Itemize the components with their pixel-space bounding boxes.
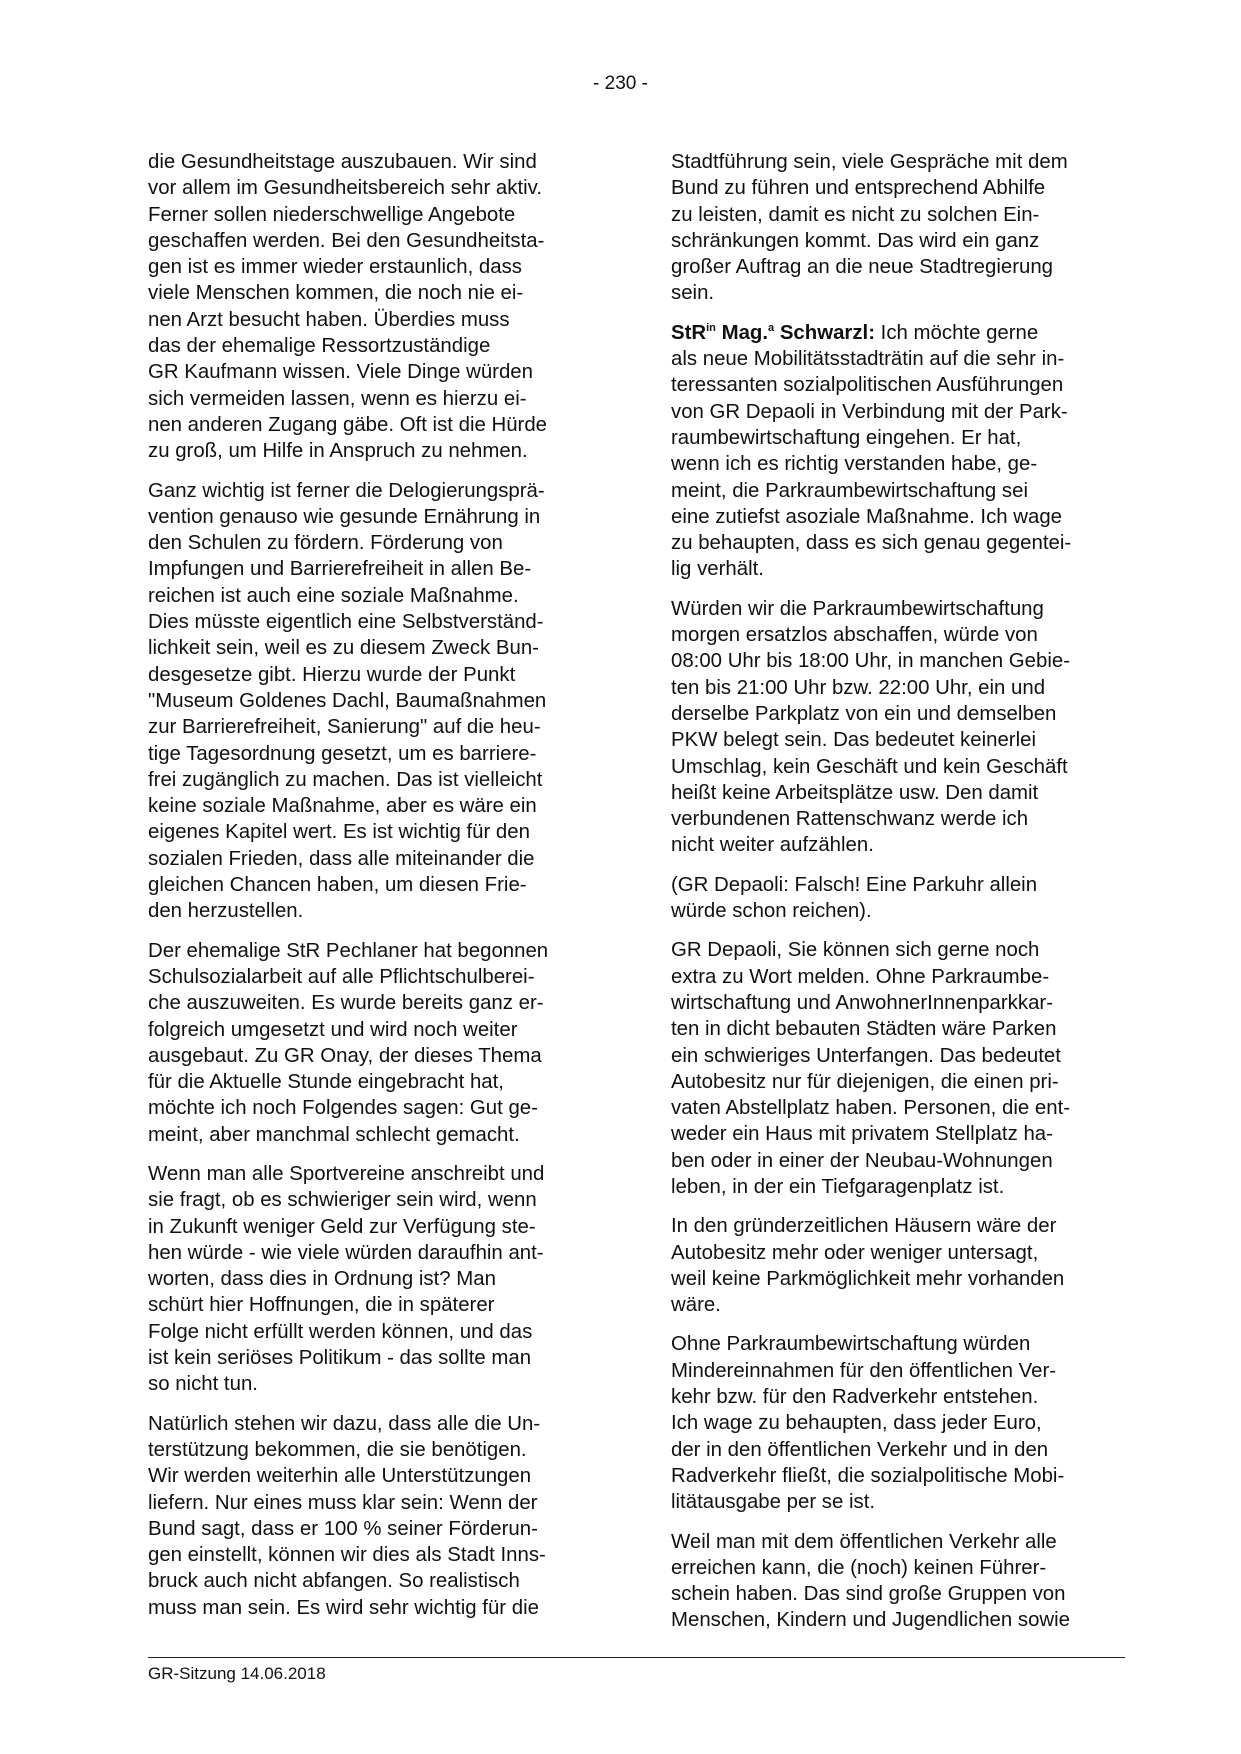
text-line: derselbe Parkplatz von ein und demselben xyxy=(671,702,1057,725)
text-line: zu behaupten, dass es sich genau gegentei- xyxy=(671,532,1072,555)
text-line: muss man sein. Es wird sehr wichtig für die xyxy=(148,1596,539,1619)
text-line: vaten Abstellplatz haben. Personen, die ent- xyxy=(671,1097,1071,1120)
text-line: terstützung bekommen, die sie benötigen. xyxy=(148,1438,527,1461)
text-line: sich vermeiden lassen, wenn es hierzu ei- xyxy=(148,387,527,410)
text-line: vention genauso wie gesunde Ernährung in xyxy=(148,505,541,528)
text-line: gen einstellt, können wir dies als Stadt Inns- xyxy=(148,1544,546,1567)
speaker-name xyxy=(671,322,875,344)
text-line: ausgebaut. Zu GR Onay, der dieses Thema xyxy=(148,1044,542,1067)
text-line: ist kein seriöses Politikum - das sollte man xyxy=(148,1347,532,1370)
text-line: teressanten sozialpolitischen Ausführungen xyxy=(671,374,1064,397)
text-line: ten bis 21:00 Uhr bzw. 22:00 Uhr, ein und xyxy=(671,676,1046,699)
text-line: für die Aktuelle Stunde eingebracht hat, xyxy=(148,1071,504,1094)
text-line: ein schwieriges Unterfangen. Das bedeutet xyxy=(671,1044,1061,1067)
text-line: wirtschaftung und AnwohnerInnenparkkar- xyxy=(671,991,1053,1014)
text-line: sie fragt, ob es schwieriger sein wird, wenn xyxy=(148,1189,537,1212)
text-line: schürt hier Hoffnungen, die in späterer xyxy=(148,1294,495,1317)
text-line: die Gesundheitstage auszubauen. Wir sind xyxy=(148,151,537,173)
text-line: sein. xyxy=(671,282,715,305)
text-line: den herzustellen. xyxy=(148,900,304,923)
text-line: desgesetze gibt. Hierzu wurde der Punkt xyxy=(148,663,516,686)
text-line: Mindereinnahmen für den öffentlichen Ver- xyxy=(671,1359,1057,1382)
text-line: das der ehemalige Ressortzuständige xyxy=(148,335,491,358)
text-line: frei zugänglich zu machen. Das ist vielleicht xyxy=(148,768,543,791)
text-line: hen würde - wie viele würden daraufhin ant- xyxy=(148,1241,544,1264)
text-line: zur Barrierefreiheit, Sanierung" auf die heu- xyxy=(148,716,541,739)
text-line: zu groß, um Hilfe in Anspruch zu nehmen. xyxy=(148,440,528,463)
text-line-content: Ich möchte gerne xyxy=(875,321,1039,344)
text-line: In den gründerzeitlichen Häusern wäre der xyxy=(671,1215,1057,1238)
text-line: kehr bzw. für den Radverkehr entstehen. xyxy=(671,1386,1039,1409)
text-line: GR Depaoli, Sie können sich gerne noch xyxy=(671,939,1040,962)
text-line: vor allem im Gesundheitsbereich sehr aktiv. xyxy=(148,177,543,200)
text-line: ben oder in einer der Neubau-Wohnungen xyxy=(671,1149,1053,1172)
text-line: morgen ersatzlos abschaffen, würde von xyxy=(671,624,1038,647)
speaker-degree: Mag. xyxy=(721,321,769,344)
text-line: (GR Depaoli: Falsch! Eine Parkuhr allein xyxy=(671,873,1038,896)
paragraph xyxy=(148,938,608,1148)
text-line: gen ist es immer wieder erstaunlich, dass xyxy=(148,256,522,279)
right-column xyxy=(671,149,1131,1647)
footer-session-date: GR-Sitzung 14.06.2018 xyxy=(148,1664,326,1683)
text-line: Ferner sollen niederschwellige Angebote xyxy=(148,203,516,226)
text-line: liefern. Nur eines muss klar sein: Wenn der xyxy=(148,1491,538,1514)
text-line: tige Tagesordnung gesetzt, um es barriere- xyxy=(148,742,537,765)
text-line: Bund sagt, dass er 100 % seiner Förderun- xyxy=(148,1517,538,1540)
text-line: in Zukunft weniger Geld zur Verfügung ste- xyxy=(148,1215,536,1238)
paragraph xyxy=(148,149,608,465)
text-line: PKW belegt sein. Das bedeutet keinerlei xyxy=(671,729,1036,752)
text-line: weder ein Haus mit privatem Stellplatz ha- xyxy=(671,1123,1053,1146)
text-line: Ich wage zu behaupten, dass jeder Euro, xyxy=(671,1412,1042,1435)
text-line: Schulsozialarbeit auf alle Pflichtschulberei- xyxy=(148,965,535,988)
text-line: möchte ich noch Folgendes sagen: Gut ge- xyxy=(148,1097,538,1120)
text-line: nen anderen Zugang gäbe. Oft ist die Hürde xyxy=(148,413,548,436)
text-line: folgreich umgesetzt und wird noch weiter xyxy=(148,1018,518,1041)
text-line: heißt keine Arbeitsplätze usw. Den damit xyxy=(671,781,1039,804)
text-line: bruck auch nicht abfangen. So realistisch xyxy=(148,1570,520,1593)
text-line: Menschen, Kindern und Jugendlichen sowie xyxy=(671,1609,1071,1632)
left-column xyxy=(148,149,608,1634)
text-line: würde schon reichen). xyxy=(671,900,872,923)
text-line: wäre. xyxy=(671,1294,721,1317)
speaker-title: StR xyxy=(671,321,707,344)
text-line: lichkeit sein, weil es zu diesem Zweck Bun- xyxy=(148,637,539,660)
speaker-degree-suffix: a xyxy=(768,321,775,334)
paragraph xyxy=(671,1331,1131,1515)
text-line: viele Menschen kommen, die noch nie ei- xyxy=(148,282,524,305)
speaker-title-suffix: in xyxy=(706,321,716,334)
text-line: Folge nicht erfüllt werden können, und das xyxy=(148,1320,533,1343)
text-line: Wir werden weiterhin alle Unterstützungen xyxy=(148,1465,532,1488)
text-line xyxy=(671,320,1131,346)
paragraph xyxy=(671,937,1131,1200)
text-line: Ganz wichtig ist ferner die Delogierungsprä- xyxy=(148,479,545,502)
paragraph xyxy=(148,1411,608,1621)
text-line: GR Kaufmann wissen. Viele Dinge würden xyxy=(148,361,533,384)
paragraph xyxy=(671,149,1131,307)
text-line: eigenes Kapitel wert. Es ist wichtig für den xyxy=(148,821,530,844)
text-line: schränkungen kommt. Das wird ein ganz xyxy=(671,229,1040,252)
text-line: Bund zu führen und entsprechend Abhilfe xyxy=(671,177,1046,200)
text-line: Wenn man alle Sportvereine anschreibt und xyxy=(148,1162,545,1185)
text-line: leben, in der ein Tiefgaragenplatz ist. xyxy=(671,1175,1005,1198)
paragraph xyxy=(148,1161,608,1398)
paragraph xyxy=(671,596,1131,859)
text-line: sozialen Frieden, dass alle miteinander die xyxy=(148,847,535,870)
text-line: reichen ist auch eine soziale Maßnahme. xyxy=(148,584,519,607)
text-line: nicht weiter aufzählen. xyxy=(671,834,874,857)
text-line: Autobesitz mehr oder weniger untersagt, xyxy=(671,1241,1039,1264)
text-line: nen Arzt besucht haben. Überdies muss xyxy=(148,308,510,331)
text-line: meint, aber manchmal schlecht gemacht. xyxy=(148,1123,520,1146)
text-line: wenn ich es richtig verstanden habe, ge- xyxy=(671,453,1038,476)
text-line: che auszuweiten. Es wurde bereits ganz er- xyxy=(148,992,544,1015)
text-line: ten in dicht bebauten Städten wäre Parken xyxy=(671,1018,1057,1041)
text-line: Weil man mit dem öffentlichen Verkehr alle xyxy=(671,1530,1057,1553)
text-line: großer Auftrag an die neue Stadtregierung xyxy=(671,256,1054,279)
paragraph xyxy=(671,872,1131,925)
text-line: Natürlich stehen wir dazu, dass alle die Un- xyxy=(148,1412,541,1435)
text-line: 08:00 Uhr bis 18:00 Uhr, in manchen Gebie- xyxy=(671,650,1070,673)
text-line: Ohne Parkraumbewirtschaftung würden xyxy=(671,1333,1031,1356)
text-line: meint, die Parkraumbewirtschaftung sei xyxy=(671,479,1028,502)
text-line: raumbewirtschaftung eingehen. Er hat, xyxy=(671,426,1022,449)
text-line: gleichen Chancen haben, um diesen Frie- xyxy=(148,874,527,897)
paragraph xyxy=(671,1213,1131,1318)
text-line: lig verhält. xyxy=(671,558,764,581)
paragraph xyxy=(148,478,608,925)
text-line: Umschlag, kein Geschäft und kein Geschäft xyxy=(671,755,1068,778)
text-line: zu leisten, damit es nicht zu solchen Ein- xyxy=(671,203,1040,226)
text-line: Der ehemalige StR Pechlaner hat begonnen xyxy=(148,939,549,962)
text-line: Radverkehr fließt, die sozialpolitische Mobi- xyxy=(671,1464,1065,1487)
text-line: Würden wir die Parkraumbewirtschaftung xyxy=(671,597,1044,620)
text-line: der in den öffentlichen Verkehr und in den xyxy=(671,1438,1049,1461)
text-line: Impfungen und Barrierefreiheit in allen Be- xyxy=(148,558,532,581)
text-line: so nicht tun. xyxy=(148,1373,258,1396)
text-line: verbundenen Rattenschwanz werde ich xyxy=(671,808,1029,831)
text-line: litätausgabe per se ist. xyxy=(671,1491,876,1514)
text-line: schein haben. Das sind große Gruppen von xyxy=(671,1583,1066,1606)
text-line: Autobesitz nur für diejenigen, die einen pri- xyxy=(671,1070,1059,1093)
text-line: erreichen kann, die (noch) keinen Führer- xyxy=(671,1556,1047,1579)
text-line: den Schulen zu fördern. Förderung von xyxy=(148,532,503,555)
text-line: Stadtführung sein, viele Gespräche mit dem xyxy=(671,151,1068,173)
text-line: extra zu Wort melden. Ohne Parkraumbe- xyxy=(671,965,1050,988)
paragraph xyxy=(671,320,1131,583)
text-line: "Museum Goldenes Dachl, Baumaßnahmen xyxy=(148,689,547,712)
text-line: worten, dass dies in Ordnung ist? Man xyxy=(148,1268,496,1291)
text-line: eine zutiefst asoziale Maßnahme. Ich wage xyxy=(671,505,1063,528)
text-line: weil keine Parkmöglichkeit mehr vorhanden xyxy=(671,1267,1065,1290)
text-line: keine soziale Maßnahme, aber es wäre ein xyxy=(148,795,537,818)
text-line: geschaffen werden. Bei den Gesundheitsta- xyxy=(148,229,545,252)
text-line: als neue Mobilitätsstadträtin auf die sehr in- xyxy=(671,348,1065,371)
text-line: Dies müsste eigentlich eine Selbstverständ- xyxy=(148,611,544,634)
paragraph xyxy=(671,1529,1131,1634)
speaker-surname: Schwarzl: xyxy=(779,321,876,344)
text-line: von GR Depaoli in Verbindung mit der Park- xyxy=(671,400,1068,423)
footer-divider xyxy=(148,1657,1125,1658)
page-number: - 230 - xyxy=(593,73,648,94)
